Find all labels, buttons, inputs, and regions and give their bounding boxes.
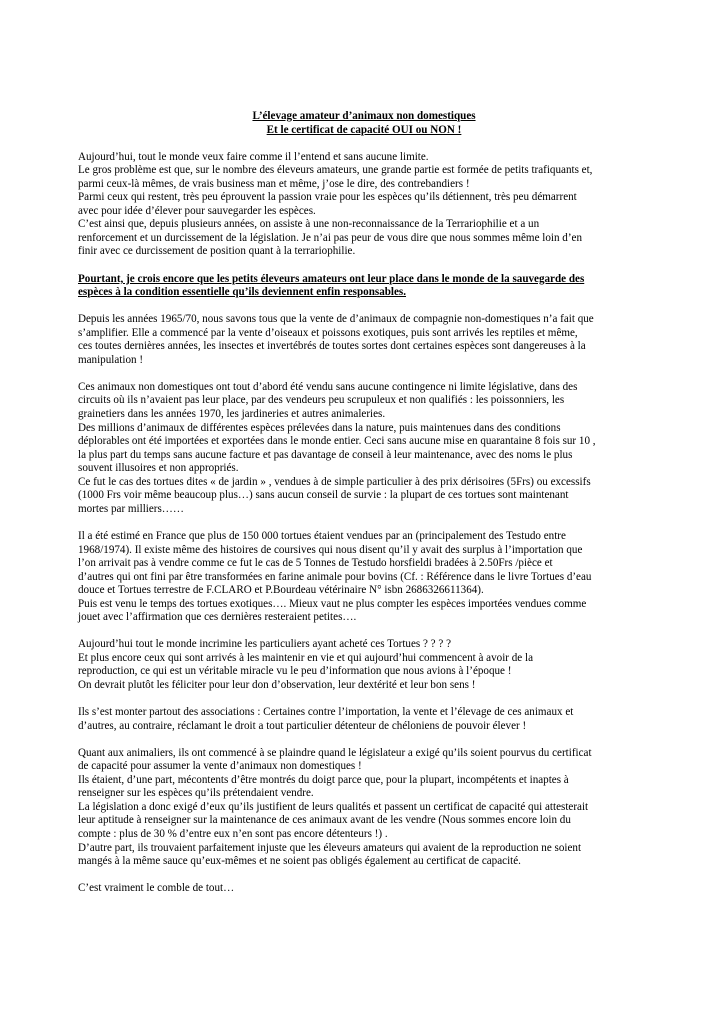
paragraph [78, 706, 650, 733]
text-line: Aujourd’hui, tout le monde veux faire comme il l’entend et sans aucune limite. [78, 150, 429, 163]
blank-line [78, 259, 650, 273]
paragraph [78, 882, 650, 896]
text-line: Ce fut le cas des tortues dites « de jardin » , vendues à de simple particulier à des prix dérisoires (5Frs) ou excessifs [78, 475, 591, 488]
text-line: La législation a donc exigé d’eux qu’ils justifient de leurs qualités et passent un certificat de capacité qui attesterait [78, 800, 589, 813]
text-line: de capacité pour assumer la vente d’animaux non domestiques ! [78, 760, 362, 773]
text-line: D’autre part, ils trouvaient parfaitement injuste que les éleveurs amateurs qui avaient de la reproduction ne soient [78, 841, 582, 854]
text-line: souvent illusoires et non appropriés. [78, 462, 239, 475]
text-line: Ils étaient, d’une part, mécontents d’être montrés du doigt parce que, pour la plupart, incompétents et inaptes à [78, 773, 569, 786]
blank-line [78, 693, 650, 707]
paragraph [78, 747, 650, 869]
paragraph [78, 381, 650, 516]
document-subtitle: Et le certificat de capacité OUI ou NON ! [266, 123, 462, 136]
paragraph [78, 313, 650, 367]
text-line: l’on arrivait pas à vendre comme ce fut le cas de 5 Tonnes de Testudo horsfieldi bradées à 2.50Frs /pièce et [78, 557, 553, 570]
document-body [78, 151, 650, 896]
text-line: Et plus encore ceux qui sont arrivés à les maintenir en vie et qui aujourd’hui commencent à avoir de la [78, 651, 533, 664]
text-line: grainetiers dans les années 1970, les jardineries et autres animaleries. [78, 408, 386, 421]
blank-line [78, 367, 650, 381]
text-line: espèces à la condition essentielle qu’ils deviennent enfin responsables. [78, 286, 407, 299]
blank-line [78, 625, 650, 639]
text-line: jouet avec l’affirmation que ces dernières resteraient petites…. [78, 611, 357, 624]
text-line: manipulation ! [78, 353, 144, 366]
text-line: circuits où ils n’avaient pas leur place, par des vendeurs peu scrupuleux et non qualifiés : les poissonniers, les [78, 394, 565, 407]
text-line: Puis est venu le temps des tortues exotiques…. Mieux vaut ne plus compter les espèces importées vendues comme [78, 597, 587, 610]
text-line: Parmi ceux qui restent, très peu éprouvent la passion vraie pour les espèces qu’ils détiennent, très peu démarrent [78, 191, 577, 204]
text-line: mangés à la même sauce qu’eux-mêmes et ne soient pas obligés également au certificat de capacité. [78, 855, 521, 868]
blank-line [78, 300, 650, 314]
text-line: renseigner sur les espèces qu’ils prétendaient vendre. [78, 787, 314, 800]
text-line: Le gros problème est que, sur le nombre des éleveurs amateurs, une grande partie est formée de petits trafiquants et, [78, 164, 593, 177]
paragraph [78, 151, 650, 259]
text-line: reproduction, ce qui est un véritable miracle vu le peu d’information que nous avions à l’époque ! [78, 665, 512, 678]
text-line: Quant aux animaliers, ils ont commencé à se plaindre quand le législateur a exigé qu’ils soient pourvus du certificat [78, 746, 592, 759]
text-line: déplorables ont été importées et exportées dans le monde entier. Ceci sans aucune mise en quarantaine 8 fois sur 10 , [78, 435, 596, 448]
text-line: renforcement et un durcissement de la législation. Je n’ai pas peur de vous dire que nous sommes même loin d’en [78, 231, 583, 244]
text-line: Ces animaux non domestiques ont tout d’abord été vendu sans aucune contingence ni limite législative, dans des [78, 380, 578, 393]
text-line: compte : plus de 30 % d’entre eux n’en sont pas encore détenteurs !) . [78, 827, 388, 840]
text-line: mortes par milliers…… [78, 502, 184, 515]
document-title: L’élevage amateur d’animaux non domestiques [252, 110, 476, 122]
text-line: Des millions d’animaux de différentes espèces prélevées dans la nature, puis maintenues dans des conditions [78, 421, 561, 434]
text-line: On devrait plutôt les féliciter pour leur don d’observation, leur dextérité et leur bon sens ! [78, 678, 476, 691]
document-page [78, 110, 650, 896]
text-line: Aujourd’hui tout le monde incrimine les particuliers ayant acheté ces Tortues ? ? ? ? [78, 638, 451, 651]
text-line: s’amplifier. Elle a commencé par la vente d’oiseaux et poissons exotiques, puis sont arrivés les reptiles et même, [78, 326, 578, 339]
text-line: C’est ainsi que, depuis plusieurs années, on assiste à une non-reconnaissance de la Terrariophilie et a un [78, 218, 540, 231]
text-line: d’autres, au contraire, réclamant le droit a tout particulier détenteur de chéloniens de pouvoir élever ! [78, 719, 527, 732]
blank-line [78, 869, 650, 883]
text-line: avec pour idée d’élever pour sauvegarder les espèces. [78, 204, 316, 217]
text-line: finir avec ce durcissement de position quant à la terrariophilie. [78, 245, 356, 258]
text-line: Depuis les années 1965/70, nous savons tous que la vente de d’animaux de compagnie non-domestiques n’a fait que [78, 313, 594, 326]
text-line: (1000 Frs voir même beaucoup plus…) sans aucun conseil de survie : la plupart de ces tortues sont maintenant [78, 489, 569, 502]
text-line: ces toutes dernières années, les insectes et invertébrés de toutes sortes dont certaines espèces sont dangereuses à la [78, 340, 586, 353]
blank-line [78, 137, 650, 151]
text-line: Il a été estimé en France que plus de 150 000 tortues étaient vendues par an (principalement des Testudo entre [78, 529, 566, 542]
text-line: d’autres qui ont fini par être transformées en farine animale pour bovins (Cf. : Référence dans le livre Tortues d’eau [78, 570, 592, 583]
text-line: C’est vraiment le comble de tout… [78, 882, 235, 895]
text-line: Ils s’est monter partout des associations : Certaines contre l’importation, la vente et l’élevage de ces animaux et [78, 706, 574, 719]
text-line: la plus part du temps sans aucune facture et pas davantage de conseil à leur maintenance, avec des noms le plus [78, 448, 573, 461]
blank-line [78, 516, 650, 530]
paragraph [78, 530, 650, 625]
paragraph [78, 273, 650, 300]
blank-line [78, 733, 650, 747]
text-line: leur aptitude à renseigner sur la maintenance de ces animaux avant de les vendre (Nous sommes encore loin du [78, 814, 571, 827]
text-line: 1968/1974). Il existe même des histoires de coursives qui nous disent qu’il y avait des surplus à l’importation que [78, 543, 583, 556]
text-line: Pourtant, je crois encore que les petits éleveurs amateurs ont leur place dans le monde de la sauvegarde des [78, 272, 585, 285]
paragraph [78, 638, 650, 692]
text-line: parmi ceux-là mêmes, de vrais business man et même, j’ose le dire, des contrebandiers ! [78, 177, 470, 190]
text-line: douce et Tortues terrestre de F.CLARO et P.Bourdeau vétérinaire N° isbn 2686326611364). [78, 584, 484, 597]
